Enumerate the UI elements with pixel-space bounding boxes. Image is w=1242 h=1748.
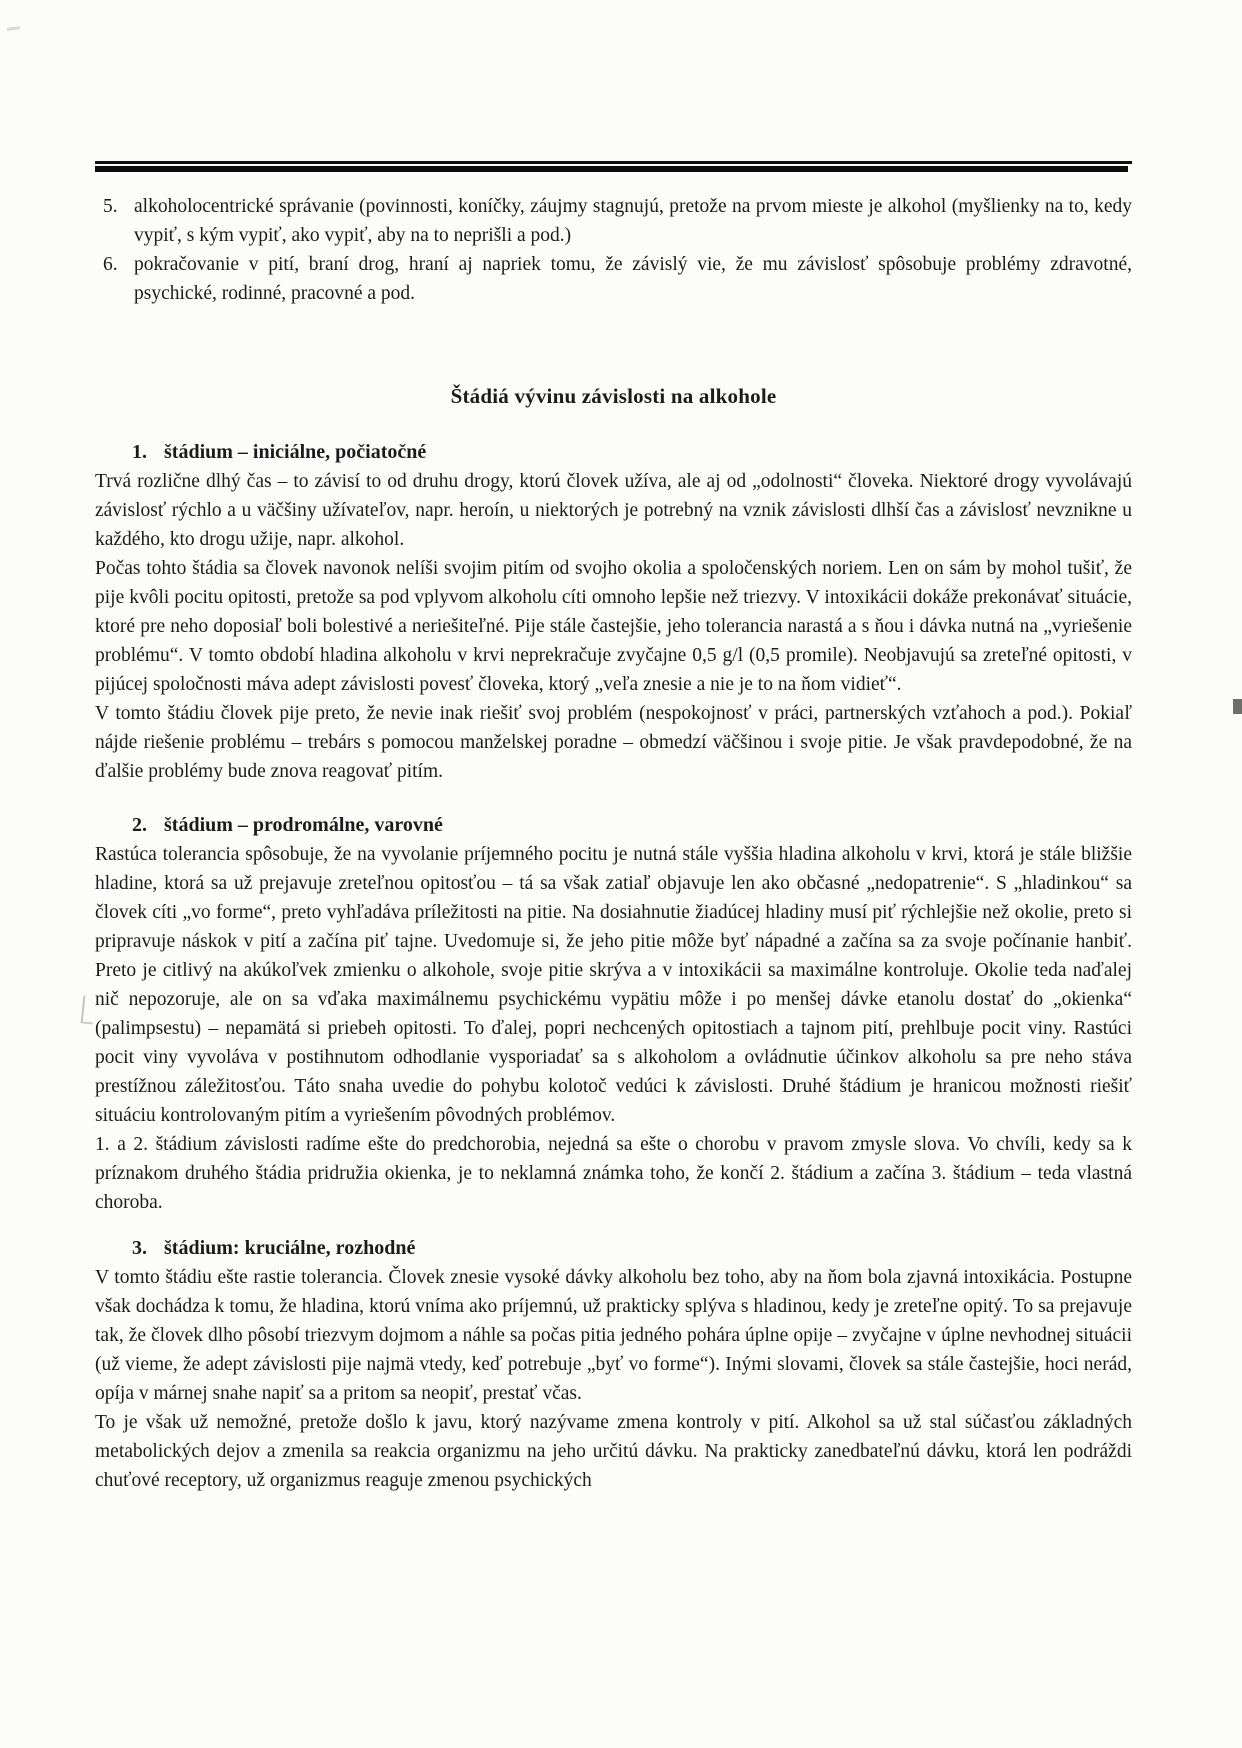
section-heading [95,1234,1132,1263]
paragraph: V tomto štádiu ešte rastie tolerancia. Človek znesie vysoké dávky alkoholu bez toho, aby na ňom bola zjavná intoxikácia. Postupne však dochádza k tomu, že hladina, ktorú vníma ako príjemnú, už prakticky splýva s hladinou, kedy je zreteľne opitý. To sa prejavuje tak, že človek dlho pôsobí triezvym dojmom a náhle sa počas pitia jedného pohára úplne opije – zvyčajne v úplne nevhodnej situácii (už vieme, že adept závislosti pije najmä vtedy, keď potrebuje „byť vo forme“). Inými slovami, človek sa stále častejšie, hoci nerád, opíja v márnej snahe napiť sa a pritom sa neopiť, prestať včas. [95,1267,1132,1404]
paragraph: To je však už nemožné, pretože došlo k javu, ktorý nazývame zmena kontroly v pití. Alkohol sa už stal súčasťou základných metabolických dejov a zmenila sa reakcia organizmu na jeho určitú dávku. Na prakticky zanedbateľnú dávku, ktorá len podráždi chuťové receptory, už organizmus reaguje zmenou psychických [95,1412,1132,1491]
list-item [103,250,1132,308]
section-stage-1 [95,438,1132,786]
section-stage-2 [95,811,1132,1217]
paragraph: Rastúca tolerancia spôsobuje, že na vyvolanie príjemného pocitu je nutná stále vyššia hladina alkoholu v krvi, ktorá je stále bližšie hladine, ktorá sa už prejavuje zreteľnou opitosťou – tá sa však zatiaľ objavuje len ako občasné „nedopatrenie“. S „hladinkou“ sa človek cíti „vo forme“, preto vyhľadáva príležitosti na pitie. Na dosiahnutie žiadúcej hladiny musí piť rýchlejšie než okolie, preto si pripravuje náskok v pití a začína piť tajne. Uvedomuje si, že jeho pitie môže byť nápadné a začína sa za svoje počínanie hanbiť. Preto je citlivý na akúkoľvek zmienku o alkohole, svoje pitie skrýva a v intoxikácii sa maximálne kontroluje. Okolie teda naďalej nič nepozoruje, ale on sa vďaka maximálnemu psychickému vypätiu môže i po menšej dávke etanolu dostať do „okienka“ (palimpsestu) – nepamätá si priebeh opitosti. To ďalej, popri nechcených opitostiach a tajnom pití, prehlbuje pocit viny. Rastúci pocit viny vyvoláva v postihnutom odhodlanie vysporiadať sa s alkoholom a ovládnutie účinkov alkoholu sa pre neho stáva prestížnou záležitosťou. Táto snaha uvedie do pohybu kolotoč vedúci k závislosti. Druhé štádium je hranicou možnosti riešiť situáciu kontrolovaným pitím a vyriešením pôvodných problémov. [95,844,1132,1126]
section-heading [95,438,1132,467]
section-heading-text: štádium – prodromálne, varovné [164,814,443,836]
page-title: Štádiá vývinu závislosti na alkohole [450,384,777,408]
list-item-number: 5. [103,196,118,217]
list-item-number: 6. [103,254,118,275]
rule-thick-line [95,166,1128,172]
list-item-text: alkoholocentrické správanie (povinnosti, koníčky, záujmy stagnujú, pretože na prvom mieste je alkohol (myšlienky na to, kedy vypiť, s kým vypiť, ako vypiť, aby na to neprišli a pod.) [134,196,1132,246]
list-item-text: pokračovanie v pití, braní drog, hraní aj napriek tomu, že závislý vie, že mu závislosť spôsobuje problémy zdravotné, psychické, rodinné, pracovné a pod. [134,254,1132,304]
paragraph: V tomto štádiu človek pije preto, že nevie inak riešiť svoj problém (nespokojnosť v práci, partnerských vzťahoch a pod.). Pokiaľ nájde riešenie problému – trebárs s pomocou manželskej poradne – obmedzí väčšinou i svoje pitie. Je však pravdepodobné, že na ďalšie problémy bude znova reagovať pitím. [95,703,1132,782]
horizontal-rule [95,161,1132,172]
section-number: 1. [132,441,147,463]
section-heading-text: štádium: kruciálne, rozhodné [164,1237,416,1259]
scan-artifact [81,995,96,1024]
numbered-list [95,192,1132,308]
section-stage-3 [95,1234,1132,1495]
list-item [103,192,1132,250]
scan-artifact [1233,699,1242,714]
section-heading-text: štádium – iniciálne, počiatočné [164,441,427,463]
paragraph: 1. a 2. štádium závislosti radíme ešte do predchorobia, nejedná sa ešte o chorobu v pravom zmysle slova. Vo chvíli, kedy sa k príznakom druhého štádia pridružia okienka, je to neklamná známka toho, že končí 2. štádium a začína 3. štádium – teda vlastná choroba. [95,1134,1132,1213]
paragraph: Trvá rozlične dlhý čas – to závisí to od druhu drogy, ktorú človek užíva, ale aj od „odolnosti“ človeka. Niektoré drogy vyvolávajú závislosť rýchlo a u väčšiny užívateľov, napr. heroín, u niektorých je potrebný na vznik závislosti dlhší čas a závislosť nevznikne u každého, kto drogu užije, napr. alkohol. [95,471,1132,550]
paragraph: Počas tohto štádia sa človek navonok nelíši svojim pitím od svojho okolia a spoločenských noriem. Len on sám by mohol tušiť, že pije kvôli pocitu opitosti, pretože sa pod vplyvom alkoholu cíti omnoho lepšie než triezvy. V intoxikácii dokáže prekonávať situácie, ktoré pre neho doposiaľ boli bolestivé a neriešiteľné. Pije stále častejšie, jeho tolerancia narastá a s ňou i dávka nutná na „vyriešenie problému“. V tomto období hladina alkoholu v krvi neprekračuje zvyčajne 0,5 g/l (0,5 promile). Neobjavujú sa zreteľné opitosti, v pijúcej spoločnosti máva adept závislosti povesť človeka, ktorý „veľa znesie a nie je to na ňom vidieť“. [95,558,1132,695]
section-number: 3. [132,1237,147,1259]
document-content [95,0,1132,1495]
scan-artifact [7,26,20,31]
section-heading [95,811,1132,840]
section-number: 2. [132,814,147,836]
